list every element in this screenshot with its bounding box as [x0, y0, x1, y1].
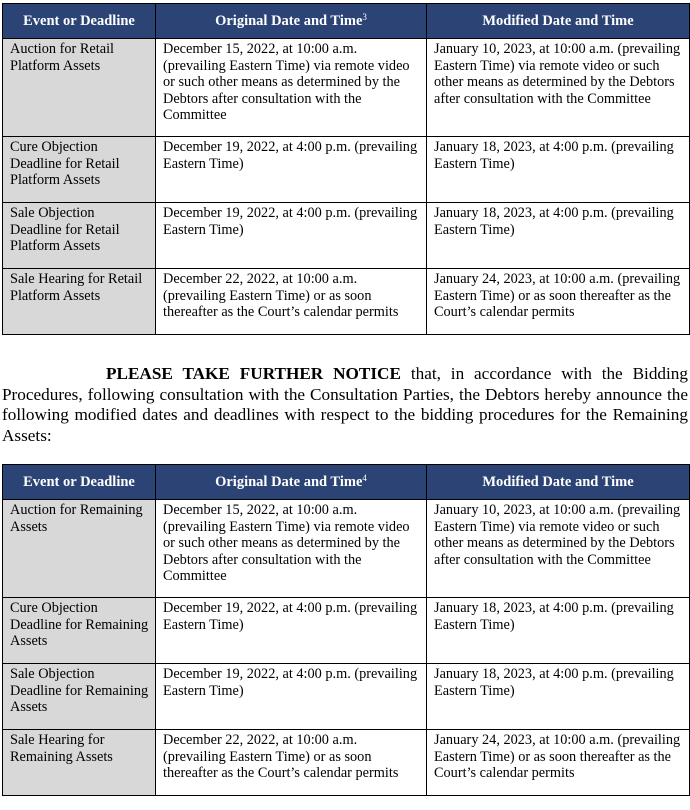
further-notice-paragraph [2, 364, 688, 446]
modified-date-cell: January 24, 2023, at 10:00 a.m. (prevailing Eastern Time) or as soon thereafter as the Court’s calendar permits [427, 730, 690, 796]
column-header-original [156, 4, 427, 39]
column-header-original [156, 465, 427, 500]
original-date-cell: December 19, 2022, at 4:00 p.m. (prevailing Eastern Time) [156, 137, 427, 203]
modified-date-cell: January 18, 2023, at 4:00 p.m. (prevailing Eastern Time) [427, 664, 690, 730]
original-date-cell: December 19, 2022, at 4:00 p.m. (prevailing Eastern Time) [156, 664, 427, 730]
retail-platform-dates-table [2, 3, 690, 335]
event-cell: Sale Hearing for Remaining Assets [3, 730, 156, 796]
original-date-cell: December 22, 2022, at 10:00 a.m. (prevailing Eastern Time) or as soon thereafter as the Court’s calendar permits [156, 730, 427, 796]
column-header-event: Event or Deadline [3, 465, 156, 500]
footnote-mark: 4 [362, 472, 367, 483]
original-date-cell: December 15, 2022, at 10:00 a.m. (prevailing Eastern Time) via remote video or such other means as determined by the Debtors after consultation with the Committee [156, 39, 427, 137]
original-date-cell: December 19, 2022, at 4:00 p.m. (prevailing Eastern Time) [156, 598, 427, 664]
table-header-row [3, 465, 690, 500]
table-row [3, 137, 690, 203]
column-header-original-label: Original Date and Time [215, 473, 363, 490]
modified-date-cell: January 18, 2023, at 4:00 p.m. (prevailing Eastern Time) [427, 137, 690, 203]
notice-lead: PLEASE TAKE FURTHER NOTICE [106, 364, 401, 383]
column-header-event: Event or Deadline [3, 4, 156, 39]
modified-date-cell: January 18, 2023, at 4:00 p.m. (prevailing Eastern Time) [427, 598, 690, 664]
table-row [3, 730, 690, 796]
modified-date-cell: January 18, 2023, at 4:00 p.m. (prevailing Eastern Time) [427, 203, 690, 269]
table-row [3, 598, 690, 664]
event-cell: Sale Objection Deadline for Remaining Assets [3, 664, 156, 730]
event-cell: Cure Objection Deadline for Remaining Assets [3, 598, 156, 664]
original-date-cell: December 15, 2022, at 10:00 a.m. (prevailing Eastern Time) via remote video or such other means as determined by the Debtors after consultation with the Committee [156, 500, 427, 598]
event-cell: Sale Objection Deadline for Retail Platform Assets [3, 203, 156, 269]
modified-date-cell: January 24, 2023, at 10:00 a.m. (prevailing Eastern Time) or as soon thereafter as the Court’s calendar permits [427, 269, 690, 335]
event-cell: Auction for Remaining Assets [3, 500, 156, 598]
table-row [3, 269, 690, 335]
table-row [3, 500, 690, 598]
original-date-cell: December 22, 2022, at 10:00 a.m. (prevailing Eastern Time) or as soon thereafter as the Court’s calendar permits [156, 269, 427, 335]
event-cell: Cure Objection Deadline for Retail Platform Assets [3, 137, 156, 203]
table-row [3, 664, 690, 730]
column-header-modified: Modified Date and Time [427, 4, 690, 39]
footnote-mark: 3 [362, 11, 367, 22]
event-cell: Auction for Retail Platform Assets [3, 39, 156, 137]
modified-date-cell: January 10, 2023, at 10:00 a.m. (prevailing Eastern Time) via remote video or such other means as determined by the Debtors after consultation with the Committee [427, 39, 690, 137]
column-header-modified: Modified Date and Time [427, 465, 690, 500]
event-cell: Sale Hearing for Retail Platform Assets [3, 269, 156, 335]
table-row [3, 39, 690, 137]
original-date-cell: December 19, 2022, at 4:00 p.m. (prevailing Eastern Time) [156, 203, 427, 269]
remaining-assets-dates-table [2, 464, 690, 796]
notice-body: that, in accordance with the Bidding Procedures, following consultation with the Consultation Parties, the Debtors hereby announce the following modified dates and deadlines with respect to the bidding procedures for the Remaining Assets: [2, 364, 688, 445]
table-header-row [3, 4, 690, 39]
column-header-original-label: Original Date and Time [215, 12, 363, 29]
table-row [3, 203, 690, 269]
modified-date-cell: January 10, 2023, at 10:00 a.m. (prevailing Eastern Time) via remote video or such other means as determined by the Debtors after consultation with the Committee [427, 500, 690, 598]
